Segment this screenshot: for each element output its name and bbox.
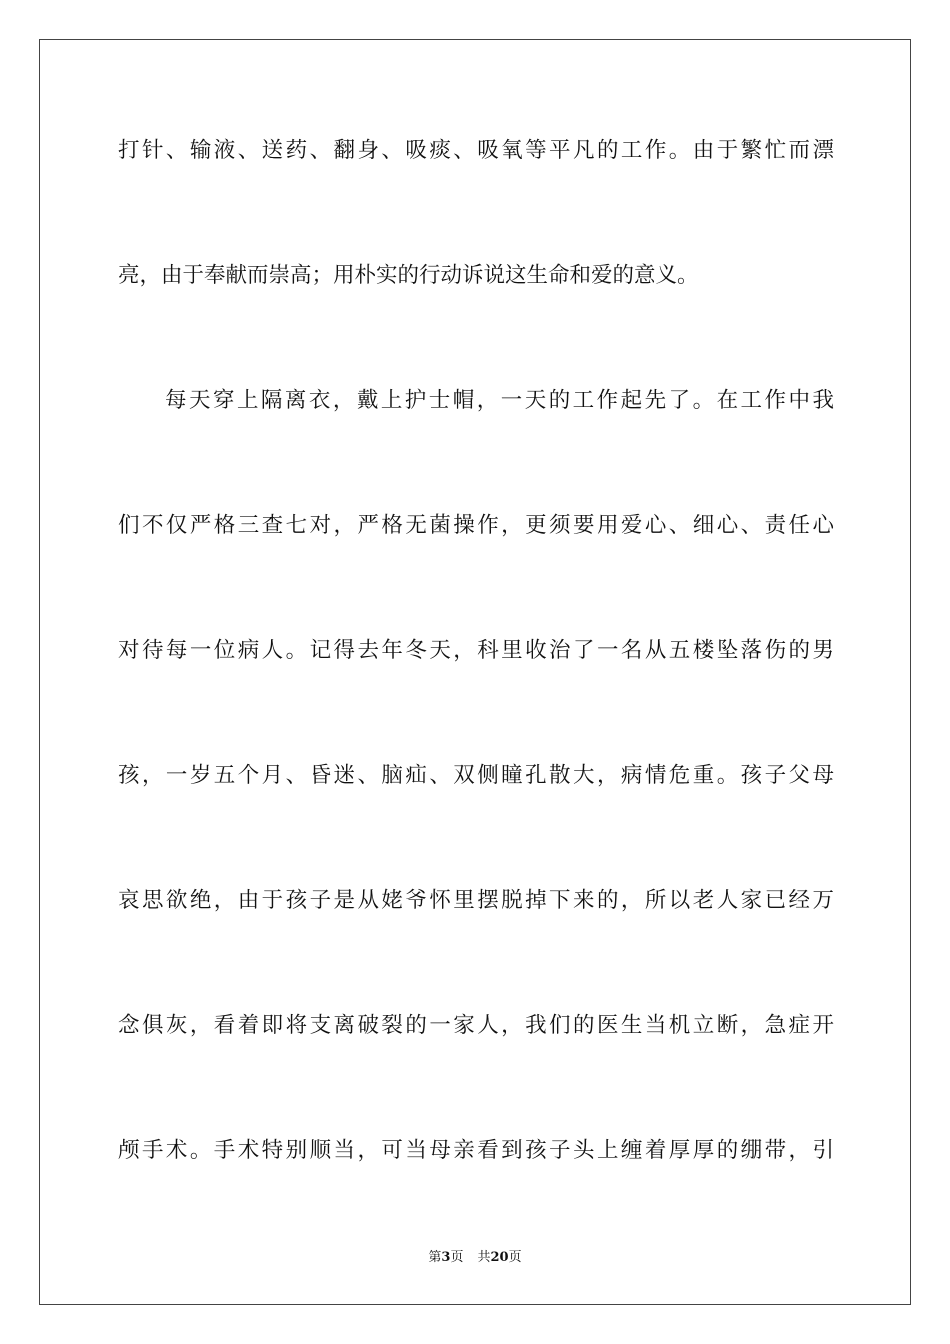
page-prefix: 第 (428, 1250, 442, 1265)
total-pages: 20 (490, 1250, 509, 1265)
total-prefix: 共 (477, 1250, 491, 1265)
page-number: 3 (441, 1250, 451, 1265)
text-line: 亮，由于奉献而崇高；用朴实的行动诉说这生命和爱的意义。 (118, 263, 699, 288)
total-suffix: 页 (508, 1250, 522, 1265)
text-line: 孩，一岁五个月、昏迷、脑疝、双侧瞳孔散大，病情危重。孩子父母 (118, 763, 834, 788)
page-indicator (428, 1250, 463, 1265)
text-line: 颅手术。手术特别顺当，可当母亲看到孩子头上缠着厚厚的绷带，引 (118, 1138, 834, 1163)
text-line: 哀思欲绝，由于孩子是从姥爷怀里摆脱掉下来的，所以老人家已经万 (118, 888, 834, 913)
text-line: 每天穿上隔离衣，戴上护士帽，一天的工作起先了。在工作中我 (165, 388, 834, 413)
page-border (39, 39, 911, 1305)
total-pages-indicator (477, 1250, 521, 1265)
text-line: 对待每一位病人。记得去年冬天，科里收治了一名从五楼坠落伤的男 (118, 638, 834, 663)
text-line: 打针、输液、送药、翻身、吸痰、吸氧等平凡的工作。由于繁忙而漂 (118, 138, 834, 163)
text-line: 们不仅严格三查七对，严格无菌操作，更须要用爱心、细心、责任心 (118, 513, 834, 538)
page-footer (0, 1248, 950, 1268)
page-suffix: 页 (450, 1250, 464, 1265)
text-line: 念俱灰，看着即将支离破裂的一家人，我们的医生当机立断，急症开 (118, 1013, 834, 1038)
